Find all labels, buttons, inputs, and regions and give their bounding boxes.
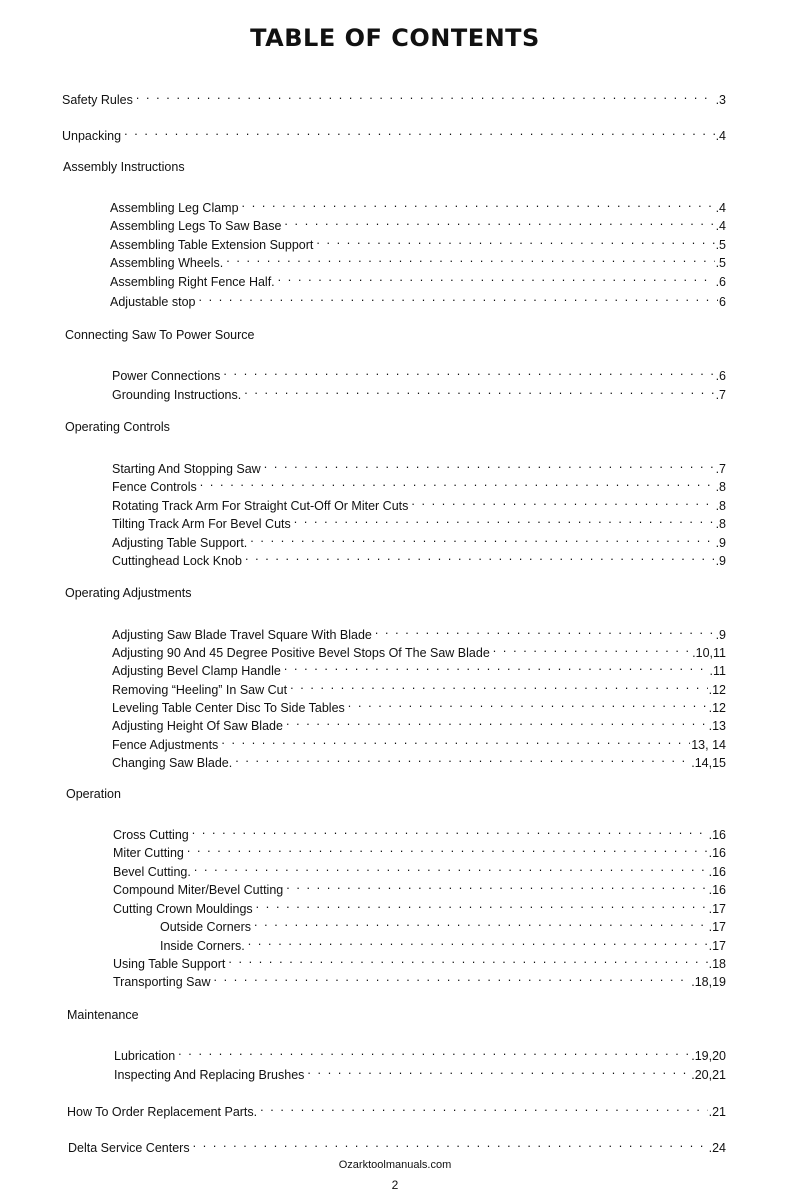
toc-label: Adjusting Saw Blade Travel Square With Blade bbox=[112, 628, 372, 642]
toc-page: .20,21 bbox=[691, 1068, 726, 1082]
toc-label: Outside Corners bbox=[160, 920, 252, 934]
toc-label: Adjusting Height Of Saw Blade bbox=[112, 719, 283, 733]
dot-leader bbox=[286, 876, 707, 894]
toc-page: .6 bbox=[715, 369, 726, 383]
dot-leader bbox=[284, 657, 709, 675]
toc-label: Rotating Track Arm For Straight Cut-Off Or Miter Cuts bbox=[112, 499, 409, 513]
dot-leader bbox=[375, 621, 715, 639]
toc-label: Lubrication bbox=[114, 1049, 176, 1063]
toc-label: Inspecting And Replacing Brushes bbox=[114, 1068, 305, 1082]
toc-page: .16 bbox=[708, 883, 726, 897]
dot-leader bbox=[214, 968, 691, 986]
toc-page: .9 bbox=[715, 554, 726, 568]
toc-page: .16 bbox=[708, 865, 726, 879]
dot-leader bbox=[244, 381, 714, 399]
section-heading-connecting: Connecting Saw To Power Source bbox=[65, 328, 255, 342]
dot-leader bbox=[136, 86, 715, 104]
dot-leader bbox=[187, 839, 708, 857]
dot-leader bbox=[493, 639, 691, 657]
toc-label: Assembling Right Fence Half. bbox=[110, 275, 275, 289]
toc-entry[interactable] bbox=[112, 547, 726, 568]
section-heading-operating-controls: Operating Controls bbox=[65, 420, 170, 434]
dot-leader bbox=[200, 473, 715, 491]
toc-entry[interactable] bbox=[112, 492, 726, 513]
footer-website: Ozarktoolmanuals.com bbox=[338, 1159, 452, 1171]
toc-page: .4 bbox=[715, 129, 726, 143]
dot-leader bbox=[260, 1098, 707, 1116]
toc-label: Grounding Instructions. bbox=[112, 388, 242, 402]
toc-entry[interactable] bbox=[110, 212, 726, 233]
dot-leader bbox=[256, 895, 708, 913]
toc-page: 13, 14 bbox=[691, 738, 726, 752]
section-heading-operation: Operation bbox=[66, 787, 121, 801]
toc-page: .4 bbox=[715, 219, 726, 233]
toc-entry[interactable] bbox=[113, 968, 726, 989]
toc-label: Cutting Crown Mouldings bbox=[113, 902, 253, 916]
toc-page: .19,20 bbox=[691, 1049, 726, 1063]
toc-page: .8 bbox=[715, 499, 726, 513]
toc-page: .21 bbox=[708, 1105, 726, 1119]
toc-page: .18 bbox=[708, 957, 726, 971]
toc-label: Assembling Leg Clamp bbox=[110, 201, 239, 215]
toc-entry-replacement-parts[interactable] bbox=[67, 1098, 726, 1119]
toc-entry[interactable] bbox=[112, 381, 726, 402]
dot-leader bbox=[290, 676, 708, 694]
dot-leader bbox=[254, 913, 708, 931]
toc-entry[interactable] bbox=[113, 858, 726, 879]
page-number: 2 bbox=[391, 1178, 399, 1192]
toc-entry[interactable] bbox=[112, 712, 726, 733]
toc-page: .7 bbox=[715, 388, 726, 402]
dot-leader bbox=[286, 712, 708, 730]
toc-page: .5 bbox=[715, 238, 726, 252]
toc-entry-unpacking[interactable] bbox=[62, 122, 726, 143]
toc-label: Transporting Saw bbox=[113, 975, 211, 989]
dot-leader bbox=[242, 194, 715, 212]
dot-leader bbox=[221, 731, 690, 749]
toc-label: Tilting Track Arm For Bevel Cuts bbox=[112, 517, 291, 531]
toc-label: Using Table Support bbox=[113, 957, 226, 971]
dot-leader bbox=[223, 362, 714, 380]
dot-leader bbox=[235, 749, 690, 767]
section-heading-operating-adjustments: Operating Adjustments bbox=[65, 586, 192, 600]
toc-label: Power Connections bbox=[112, 369, 221, 383]
dot-leader bbox=[226, 249, 714, 267]
toc-entry[interactable] bbox=[112, 749, 726, 770]
dot-leader bbox=[245, 547, 715, 565]
toc-page: .9 bbox=[715, 628, 726, 642]
dot-leader bbox=[411, 492, 714, 510]
toc-label: Fence Adjustments bbox=[112, 738, 219, 752]
dot-leader bbox=[193, 1134, 708, 1152]
toc-entry-safety-rules[interactable] bbox=[62, 86, 726, 107]
toc-page: .4 bbox=[715, 201, 726, 215]
toc-page: .16 bbox=[708, 846, 726, 860]
dot-leader bbox=[348, 694, 708, 712]
dot-leader bbox=[316, 231, 714, 249]
toc-page: .3 bbox=[715, 93, 726, 107]
toc-entry[interactable] bbox=[160, 913, 726, 934]
toc-label: Miter Cutting bbox=[113, 846, 184, 860]
toc-entry-service-centers[interactable] bbox=[68, 1134, 726, 1155]
dot-leader bbox=[124, 122, 714, 140]
toc-entry[interactable] bbox=[112, 473, 726, 494]
toc-page: .17 bbox=[708, 902, 726, 916]
toc-entry[interactable] bbox=[112, 731, 726, 752]
section-heading-assembly: Assembly Instructions bbox=[63, 160, 185, 174]
toc-label: Cuttinghead Lock Knob bbox=[112, 554, 242, 568]
toc-page: .5 bbox=[715, 256, 726, 270]
toc-page: .7 bbox=[715, 462, 726, 476]
toc-page: .6 bbox=[715, 275, 726, 289]
toc-entry[interactable] bbox=[112, 676, 726, 697]
dot-leader bbox=[284, 212, 714, 230]
toc-entry[interactable] bbox=[114, 1061, 726, 1082]
toc-page: .8 bbox=[715, 517, 726, 531]
toc-entry[interactable] bbox=[113, 876, 726, 897]
toc-label: Starting And Stopping Saw bbox=[112, 462, 261, 476]
toc-entry[interactable] bbox=[110, 231, 726, 252]
toc-label: Bevel Cutting. bbox=[113, 865, 191, 879]
toc-page: .13 bbox=[708, 719, 726, 733]
toc-page: .9 bbox=[715, 536, 726, 550]
dot-leader bbox=[178, 1042, 690, 1060]
toc-page: .17 bbox=[708, 939, 726, 953]
toc-label: Adjusting 90 And 45 Degree Positive Bevel Stops Of The Saw Blade bbox=[112, 646, 490, 660]
toc-label: Removing “Heeling” In Saw Cut bbox=[112, 683, 288, 697]
toc-label: Compound Miter/Bevel Cutting bbox=[113, 883, 284, 897]
toc-entry[interactable] bbox=[112, 657, 726, 678]
toc-entry[interactable] bbox=[112, 621, 726, 642]
toc-page: .11 bbox=[709, 664, 726, 678]
toc-page: 6 bbox=[719, 295, 726, 309]
dot-leader bbox=[248, 932, 708, 950]
toc-label: Safety Rules bbox=[62, 93, 133, 107]
toc-entry[interactable] bbox=[113, 821, 726, 842]
toc-entry[interactable] bbox=[113, 950, 726, 971]
toc-entry[interactable] bbox=[112, 694, 726, 715]
toc-entry[interactable] bbox=[110, 194, 726, 215]
dot-leader bbox=[264, 455, 715, 473]
toc-page: .8 bbox=[715, 480, 726, 494]
dot-leader bbox=[194, 858, 708, 876]
toc-label: Adjusting Table Support. bbox=[112, 536, 248, 550]
dot-leader bbox=[307, 1061, 690, 1079]
toc-page: .16 bbox=[708, 828, 726, 842]
toc-label: Assembling Legs To Saw Base bbox=[110, 219, 282, 233]
toc-label: Adjusting Bevel Clamp Handle bbox=[112, 664, 281, 678]
toc-entry[interactable] bbox=[112, 510, 726, 531]
toc-page: .24 bbox=[708, 1141, 726, 1155]
toc-page: .14,15 bbox=[691, 756, 726, 770]
toc-entry[interactable] bbox=[110, 288, 726, 309]
toc-entry[interactable] bbox=[113, 895, 726, 916]
toc-entry[interactable] bbox=[113, 839, 726, 860]
toc-label: Delta Service Centers bbox=[68, 1141, 190, 1155]
toc-page: .17 bbox=[708, 920, 726, 934]
toc-entry[interactable] bbox=[114, 1042, 726, 1063]
toc-page: .12 bbox=[708, 683, 726, 697]
dot-leader bbox=[192, 821, 708, 839]
dot-leader bbox=[198, 288, 718, 306]
toc-label: Adjustable stop bbox=[110, 295, 196, 309]
dot-leader bbox=[294, 510, 715, 528]
toc-label: Fence Controls bbox=[112, 480, 197, 494]
toc-entry[interactable] bbox=[112, 362, 726, 383]
toc-label: Inside Corners. bbox=[160, 939, 245, 953]
toc-label: Cross Cutting bbox=[113, 828, 189, 842]
toc-page: .10,11 bbox=[692, 646, 726, 660]
toc-label: How To Order Replacement Parts. bbox=[67, 1105, 258, 1119]
toc-entry[interactable] bbox=[112, 529, 726, 550]
toc-page: .18,19 bbox=[691, 975, 726, 989]
page-title: TABLE OF CONTENTS bbox=[250, 24, 540, 52]
toc-label: Unpacking bbox=[62, 129, 122, 143]
toc-entry[interactable] bbox=[110, 249, 726, 270]
dot-leader bbox=[228, 950, 707, 968]
dot-leader bbox=[250, 529, 714, 547]
toc-label: Changing Saw Blade. bbox=[112, 756, 233, 770]
toc-entry[interactable] bbox=[112, 455, 726, 476]
dot-leader bbox=[278, 268, 715, 286]
toc-label: Leveling Table Center Disc To Side Tables bbox=[112, 701, 345, 715]
toc-label: Assembling Table Extension Support bbox=[110, 238, 314, 252]
section-heading-maintenance: Maintenance bbox=[67, 1008, 139, 1022]
toc-entry[interactable] bbox=[110, 268, 726, 289]
toc-page: .12 bbox=[708, 701, 726, 715]
toc-entry[interactable] bbox=[160, 932, 726, 953]
toc-entry[interactable] bbox=[112, 639, 726, 660]
toc-label: Assembling Wheels. bbox=[110, 256, 224, 270]
